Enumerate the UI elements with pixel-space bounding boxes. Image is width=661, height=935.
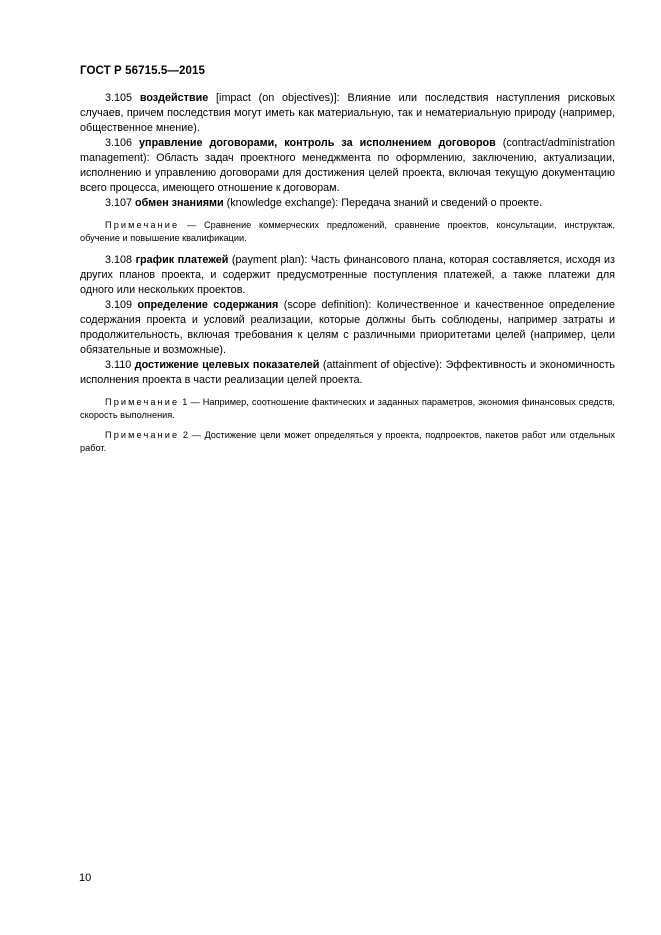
term-number: 3.108 xyxy=(105,254,133,266)
term-name: воздействие xyxy=(139,92,209,104)
term-name: обмен знаниями xyxy=(135,197,224,209)
page-number: 10 xyxy=(79,872,92,884)
term-number: 3.110 xyxy=(105,359,132,371)
note-3-107 xyxy=(80,219,615,245)
note-3-110-2 xyxy=(80,429,615,455)
term-entry-3-109 xyxy=(80,298,615,358)
term-entry-3-107 xyxy=(80,196,615,211)
document-body xyxy=(80,91,615,455)
term-entry-3-106 xyxy=(80,136,615,196)
note-label: Примечание xyxy=(105,220,180,230)
note-text: — Сравнение коммерческих предложений, сравнение проектов, консультации, инструктаж, обучение и повышение квалификации. xyxy=(80,220,615,243)
standard-header: ГОСТ Р 56715.5—2015 xyxy=(80,65,205,77)
term-definition: [impact (on objectives)]: Влияние или последствия наступления рисковых случаев, причем последствия могут иметь как материальную, так и нематериальную природу (например, общественное мнение). xyxy=(80,92,616,134)
term-entry-3-105 xyxy=(80,91,615,136)
term-definition: (knowledge exchange): Передача знаний и сведений о проекте. xyxy=(223,197,543,209)
term-definition: (contract/administration management): Область задач проектного менеджмента по оформлению, заключению, актуализации, исполнению и управлению договорами для достижения целей проекта, включая текущую документацию всего процесса, имеющего отношение к договорам. xyxy=(80,137,616,194)
term-name: график платежей xyxy=(135,254,229,266)
term-entry-3-108 xyxy=(80,253,615,298)
note-label: Примечание xyxy=(105,430,180,440)
term-definition: (attainment of objective): Эффективность и экономичность исполнения проекта в части реализации целей проекта. xyxy=(80,359,615,386)
note-text: 1 — Например, соотношение фактических и заданных параметров, экономия финансовых средств, скорость выполнения. xyxy=(80,397,615,420)
term-number: 3.106 xyxy=(105,137,133,149)
note-3-110-1 xyxy=(80,396,615,422)
term-name: определение содержания xyxy=(137,299,279,311)
term-number: 3.109 xyxy=(105,299,133,311)
term-definition: (payment plan): Часть финансового плана, которая составляется, исходя из других планов проекта, и содержит предусмотренные поступления платежей, а также платежи для одного или нескольких проектов. xyxy=(80,254,616,296)
term-name: управление договорами, контроль за исполнением договоров xyxy=(139,137,496,149)
term-name: достижение целевых показателей xyxy=(134,359,320,371)
note-label: Примечание xyxy=(105,397,180,407)
note-text: 2 — Достижение цели может определяться у проекта, подпроектов, пакетов работ или отдельных работ. xyxy=(80,430,615,453)
term-entry-3-110 xyxy=(80,358,615,388)
term-number: 3.105 xyxy=(105,92,133,104)
term-definition: (scope definition): Количественное и качественное определение содержания проекта и условий реализации, которые должны быть соблюдены, например затраты и продолжительность, включая требования к целям с различными приоритетами целей (например, цели обязательные и возможные). xyxy=(80,299,616,356)
term-number: 3.107 xyxy=(105,197,133,209)
